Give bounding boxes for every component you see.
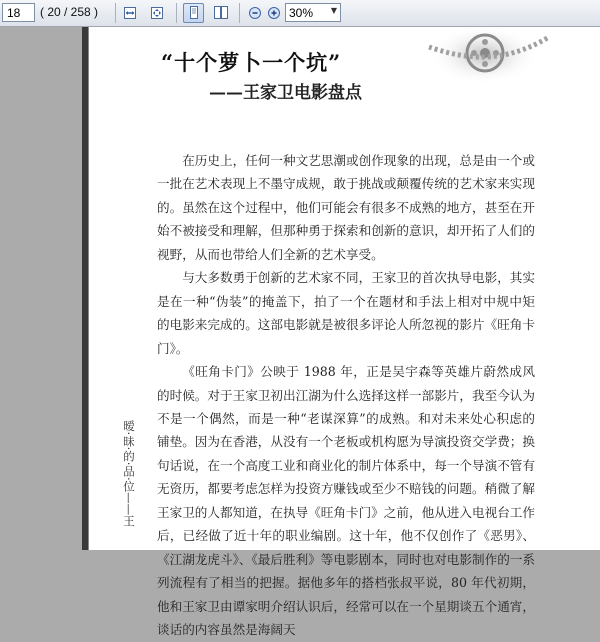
toolbar-separator <box>176 3 177 23</box>
zoom-out-icon <box>247 5 263 21</box>
single-page-icon <box>186 5 202 21</box>
body-text <box>157 149 535 642</box>
paragraph: 《旺角卡门》公映于 1988 年，正是吴宇森等英雄片蔚然成风的时候。对于王家卫初出江湖为什么选择这样一部影片，我至今认为不是一个偶然，而是一种“老谋深算”的成熟。和对未来处心积虑的铺垫。因为在香港，从没有一个老板或机构愿为导演投资交学费；换句话说，在一个高度工业和商业化的制片体系中，每一个导演不管有无资历，都要考虑怎样为投资方赚钱或至少不赔钱的问题。稍微了解王家卫的人都知道，在执导《旺角卡门》之前，他从进入电视台工作后，已经做了近十年的职业编剧。这十年，他不仅创作了《恶男》、《江湖龙虎斗》、《最后胜利》等电影剧本，同时也对电影制作的一系列流程有了相当的把握。据他多年的搭档张叔平说，80 年代初期，他和王家卫由谭家明介绍认识后，经常可以在一个星期谈五个通宵，谈话的内容虽然是海阔天 <box>157 364 535 638</box>
zoom-out-button[interactable] <box>244 3 265 23</box>
paragraph: 在历史上，任何一种文艺思潮或创作现象的出现，总是由一个或一批在艺术表现上不墨守成规，敢于挑战或颠覆传统的艺术家来实现的。虽然在这个过程中，他们可能会有很多不成熟的地方，甚至在开始不被接受和理解，但那种勇于探索和创新的意识，却开拓了人们的视野，从而也带给人们全新的艺术享受。 <box>157 153 535 262</box>
zoom-select[interactable] <box>285 3 341 22</box>
running-header-vertical: 暧·昧·的·品·位——王 <box>122 420 136 527</box>
document-page <box>89 27 600 638</box>
two-page-button[interactable] <box>210 3 231 23</box>
fit-width-button[interactable] <box>119 3 140 23</box>
toolbar-separator <box>115 3 116 23</box>
fit-width-icon <box>122 5 138 21</box>
fit-page-button[interactable] <box>146 3 167 23</box>
chapter-title: “十个萝卜一个坑” <box>161 50 342 75</box>
zoom-in-icon <box>266 5 282 21</box>
chevron-down-icon: ▼ <box>330 6 337 15</box>
page-count-label: ( 20 / 258 ) <box>40 5 99 19</box>
toolbar <box>0 0 600 27</box>
toolbar-separator <box>239 3 240 23</box>
two-page-icon <box>213 5 229 21</box>
page-number-input[interactable]: 18 <box>2 3 35 22</box>
chapter-subtitle: ——王家卫电影盘点 <box>209 83 362 103</box>
film-reel-ornament <box>429 27 549 107</box>
single-page-button[interactable] <box>183 3 204 23</box>
zoom-value: 30% <box>289 6 314 20</box>
fit-page-icon <box>149 5 165 21</box>
document-viewer[interactable] <box>0 27 600 638</box>
paragraph: 与大多数勇于创新的艺术家不同，王家卫的首次执导电影，其实是在一种“伪装”的掩盖下，拍了一个在题材和手法上相对中规中矩的电影来完成的。这部电影就是被很多评论人所忽视的影片《旺角卡门》。 <box>157 270 535 356</box>
previous-page-edge <box>82 27 89 550</box>
zoom-in-button[interactable] <box>263 3 284 23</box>
